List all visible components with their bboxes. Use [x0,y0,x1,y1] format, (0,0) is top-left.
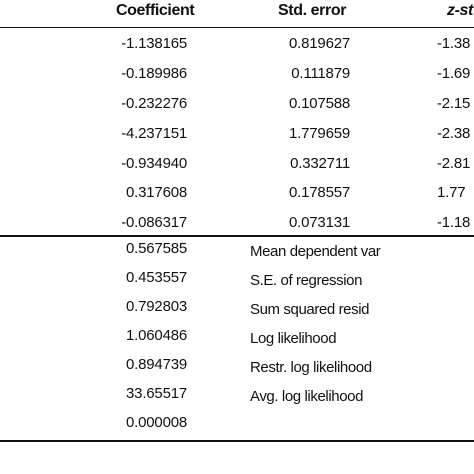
z-stat-value: 1.77 [437,184,466,201]
stat-value: 0.567585 [126,240,187,257]
coef-value: -4.237151 [121,125,187,142]
coef-value: -0.189986 [121,65,187,82]
z-stat-value: -2.38 [437,125,471,142]
stat-value: 33.65517 [126,385,187,402]
header-coefficient: Coefficient [116,2,195,19]
header-std-error: Std. error [278,2,347,19]
stat-value: 0.000008 [126,414,187,431]
coef-value: -0.934940 [121,155,187,172]
stat-value: 0.792803 [126,298,187,315]
header-z-statistic: z-st [447,2,473,19]
stat-label: S.E. of regression [250,272,363,289]
stat-value: 1.060486 [126,327,187,344]
z-stat-value: -1.18 [437,214,471,231]
header-rule [0,27,474,28]
coef-value: -0.232276 [121,95,187,112]
stat-value: 0.894739 [126,356,187,373]
stat-label: Log likelihood [250,330,337,347]
stat-label: Mean dependent var [250,243,381,260]
stat-label: Sum squared resid [250,301,370,318]
stat-label: Avg. log likelihood [250,388,364,405]
stat-label: Restr. log likelihood [250,359,372,376]
coef-value: 0.317608 [126,184,187,201]
coef-value: -0.086317 [121,214,187,231]
section-rule [0,235,474,237]
std-error-value: 0.107588 [289,95,350,112]
z-stat-value: -2.81 [437,155,471,172]
std-error-value: 0.332711 [290,155,350,172]
z-stat-value: -1.69 [437,65,471,82]
std-error-value: 1.779659 [289,125,350,142]
std-error-value: 0.178557 [289,184,350,201]
z-stat-value: -2.15 [437,95,471,112]
coef-value: -1.138165 [121,35,187,52]
std-error-value: 0.819627 [289,35,350,52]
std-error-value: 0.111879 [291,65,350,82]
stat-value: 0.453557 [126,269,187,286]
z-stat-value: -1.38 [437,35,471,52]
std-error-value: 0.073131 [289,214,350,231]
bottom-rule [0,440,474,442]
